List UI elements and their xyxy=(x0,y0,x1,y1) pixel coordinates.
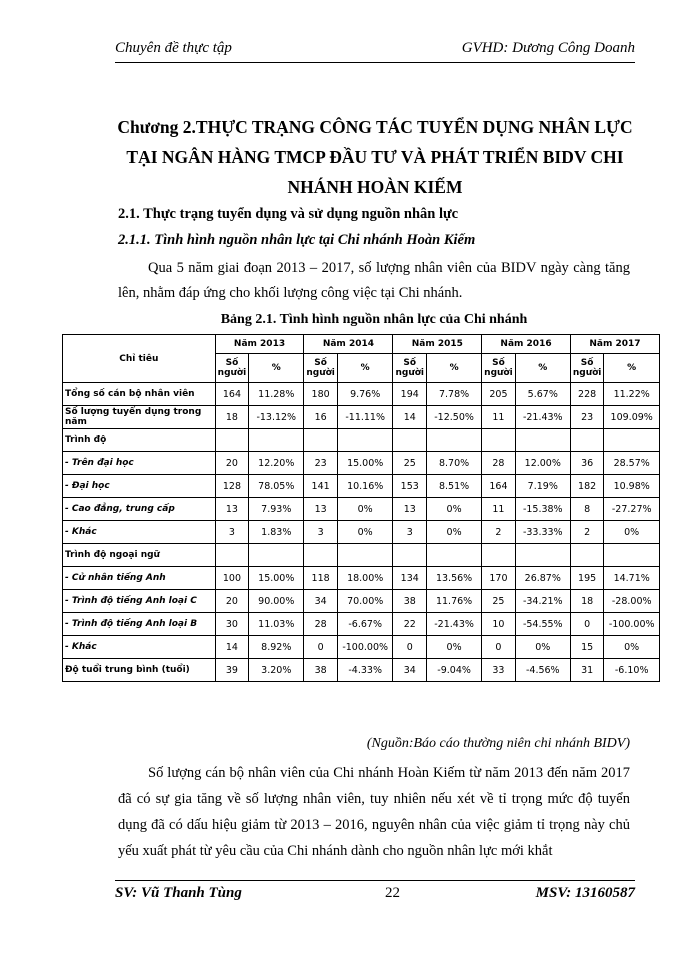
pct-cell: 0% xyxy=(515,636,570,659)
pct-cell: 8.70% xyxy=(427,452,482,475)
table-row xyxy=(63,475,660,498)
indicator-header: Chỉ tiêu xyxy=(63,335,216,383)
row-label: - Trên đại học xyxy=(63,452,216,475)
pct-cell: -9.04% xyxy=(427,659,482,682)
count-cell: 39 xyxy=(215,659,249,682)
pct-cell: 70.00% xyxy=(337,590,393,613)
row-label: - Trình độ tiếng Anh loại B xyxy=(63,613,216,636)
count-cell: 128 xyxy=(215,475,249,498)
row-label: - Trình độ tiếng Anh loại C xyxy=(63,590,216,613)
count-cell xyxy=(482,429,516,452)
pct-cell: 8.51% xyxy=(427,475,482,498)
count-cell: 153 xyxy=(393,475,427,498)
pct-cell: 0% xyxy=(427,498,482,521)
pct-cell: 3.20% xyxy=(249,659,304,682)
count-cell xyxy=(393,544,427,567)
count-cell xyxy=(304,544,338,567)
pct-cell: 11.22% xyxy=(604,383,660,406)
row-label: Tổng số cán bộ nhân viên xyxy=(63,383,216,406)
pct-cell: 28.57% xyxy=(604,452,660,475)
table-row xyxy=(63,452,660,475)
header-right-text: GVHD: Dương Công Doanh xyxy=(461,40,635,56)
count-cell xyxy=(215,544,249,567)
pct-cell: 109.09% xyxy=(604,406,660,429)
table-row xyxy=(63,544,660,567)
pct-cell: -21.43% xyxy=(427,613,482,636)
count-cell: 0 xyxy=(482,636,516,659)
count-cell: 38 xyxy=(393,590,427,613)
count-cell xyxy=(393,429,427,452)
count-cell: 164 xyxy=(215,383,249,406)
pct-cell: -15.38% xyxy=(515,498,570,521)
count-cell: 14 xyxy=(215,636,249,659)
year-header: Năm 2015 xyxy=(393,335,482,354)
count-cell: 31 xyxy=(570,659,604,682)
count-cell: 34 xyxy=(304,590,338,613)
count-cell: 28 xyxy=(482,452,516,475)
chapter-title: Chương 2.THỰC TRẠNG CÔNG TÁC TUYỂN DỤNG NHÂN LỰC TẠI NGÂN HÀNG TMCP ĐẦU TƯ VÀ PHÁT TRIỂN BIDV CHI NHÁNH HOÀN KIẾM xyxy=(117,117,633,197)
count-cell: 2 xyxy=(570,521,604,544)
pct-cell: -100.00% xyxy=(337,636,393,659)
table-row xyxy=(63,498,660,521)
pct-cell xyxy=(604,544,660,567)
pct-cell: -4.56% xyxy=(515,659,570,682)
count-cell: 0 xyxy=(570,613,604,636)
pct-cell: 12.00% xyxy=(515,452,570,475)
pct-cell xyxy=(337,544,393,567)
count-cell: 134 xyxy=(393,567,427,590)
pct-cell: 7.93% xyxy=(249,498,304,521)
pct-cell: -11.11% xyxy=(337,406,393,429)
row-label: - Cao đẳng, trung cấp xyxy=(63,498,216,521)
year-header: Năm 2017 xyxy=(570,335,659,354)
table-row xyxy=(63,567,660,590)
pct-cell: 7.19% xyxy=(515,475,570,498)
pct-cell: 10.98% xyxy=(604,475,660,498)
pct-cell: 7.78% xyxy=(427,383,482,406)
pct-cell: 78.05% xyxy=(249,475,304,498)
table-row xyxy=(63,383,660,406)
count-cell: 0 xyxy=(304,636,338,659)
count-cell: 20 xyxy=(215,590,249,613)
footer-student-name: SV: Vũ Thanh Tùng xyxy=(115,885,242,901)
count-cell: 182 xyxy=(570,475,604,498)
year-header: Năm 2013 xyxy=(215,335,304,354)
pct-cell: 9.76% xyxy=(337,383,393,406)
count-cell: 11 xyxy=(482,406,516,429)
year-header: Năm 2016 xyxy=(482,335,571,354)
count-cell: 141 xyxy=(304,475,338,498)
pct-header: % xyxy=(337,354,393,383)
pct-cell: -4.33% xyxy=(337,659,393,682)
pct-cell: 0% xyxy=(427,636,482,659)
subsection-heading: 2.1.1. Tình hình nguồn nhân lực tại Chi nhánh Hoàn Kiếm xyxy=(118,232,476,248)
pct-cell xyxy=(249,429,304,452)
pct-cell: -6.67% xyxy=(337,613,393,636)
row-label: - Khác xyxy=(63,521,216,544)
count-cell: 30 xyxy=(215,613,249,636)
count-cell: 164 xyxy=(482,475,516,498)
pct-cell: 8.92% xyxy=(249,636,304,659)
table-row xyxy=(63,590,660,613)
count-cell xyxy=(215,429,249,452)
row-label: - Khác xyxy=(63,636,216,659)
pct-cell: 0% xyxy=(337,521,393,544)
count-header: Số người xyxy=(304,354,338,383)
pct-cell xyxy=(515,544,570,567)
count-cell: 38 xyxy=(304,659,338,682)
pct-cell: -12.50% xyxy=(427,406,482,429)
pct-cell: 0% xyxy=(604,636,660,659)
count-cell: 205 xyxy=(482,383,516,406)
count-cell: 2 xyxy=(482,521,516,544)
pct-cell: 5.67% xyxy=(515,383,570,406)
pct-cell: -54.55% xyxy=(515,613,570,636)
row-label: Độ tuổi trung bình (tuổi) xyxy=(63,659,216,682)
pct-cell xyxy=(427,429,482,452)
staff-table xyxy=(62,334,660,682)
pct-cell: -100.00% xyxy=(604,613,660,636)
pct-cell: -34.21% xyxy=(515,590,570,613)
count-cell: 118 xyxy=(304,567,338,590)
row-label: - Đại học xyxy=(63,475,216,498)
pct-cell: 12.20% xyxy=(249,452,304,475)
page-number: 22 xyxy=(385,885,400,901)
count-cell: 25 xyxy=(482,590,516,613)
pct-cell: 90.00% xyxy=(249,590,304,613)
table-row xyxy=(63,521,660,544)
table-row xyxy=(63,406,660,429)
pct-cell: 18.00% xyxy=(337,567,393,590)
footer-student-id: MSV: 13160587 xyxy=(535,885,635,901)
count-cell xyxy=(570,429,604,452)
count-cell: 195 xyxy=(570,567,604,590)
header-left-text: Chuyên đề thực tập xyxy=(115,40,232,56)
table-row xyxy=(63,613,660,636)
pct-cell: 10.16% xyxy=(337,475,393,498)
pct-cell: 11.28% xyxy=(249,383,304,406)
count-cell: 180 xyxy=(304,383,338,406)
count-cell: 13 xyxy=(215,498,249,521)
pct-header: % xyxy=(515,354,570,383)
count-cell: 13 xyxy=(393,498,427,521)
pct-cell: -33.33% xyxy=(515,521,570,544)
count-header: Số người xyxy=(482,354,516,383)
pct-header: % xyxy=(249,354,304,383)
row-label: Trình độ xyxy=(63,429,216,452)
pct-cell: 11.76% xyxy=(427,590,482,613)
pct-cell: -13.12% xyxy=(249,406,304,429)
intro-paragraph: Qua 5 năm giai đoạn 2013 – 2017, số lượng nhân viên của BIDV ngày càng tăng lên, nhằm đáp ứng cho khối lượng công việc tại Chi nhánh. xyxy=(118,260,630,301)
count-cell: 100 xyxy=(215,567,249,590)
pct-cell xyxy=(515,429,570,452)
pct-cell: -28.00% xyxy=(604,590,660,613)
count-cell: 15 xyxy=(570,636,604,659)
count-cell xyxy=(570,544,604,567)
pct-cell xyxy=(249,544,304,567)
count-cell: 33 xyxy=(482,659,516,682)
count-cell: 22 xyxy=(393,613,427,636)
count-header: Số người xyxy=(215,354,249,383)
pct-cell: 14.71% xyxy=(604,567,660,590)
row-label: Trình độ ngoại ngữ xyxy=(63,544,216,567)
count-cell xyxy=(482,544,516,567)
count-cell: 18 xyxy=(570,590,604,613)
pct-cell: 11.03% xyxy=(249,613,304,636)
count-cell: 36 xyxy=(570,452,604,475)
pct-cell: 0% xyxy=(604,521,660,544)
count-cell: 8 xyxy=(570,498,604,521)
table-row xyxy=(63,429,660,452)
pct-cell: -21.43% xyxy=(515,406,570,429)
count-cell: 3 xyxy=(393,521,427,544)
pct-cell: 26.87% xyxy=(515,567,570,590)
count-cell: 0 xyxy=(393,636,427,659)
pct-cell: 0% xyxy=(337,498,393,521)
row-label: - Cử nhân tiếng Anh xyxy=(63,567,216,590)
table-body xyxy=(63,383,660,682)
count-cell: 16 xyxy=(304,406,338,429)
count-cell: 25 xyxy=(393,452,427,475)
pct-cell xyxy=(604,429,660,452)
pct-cell: 15.00% xyxy=(337,452,393,475)
count-header: Số người xyxy=(393,354,427,383)
pct-cell: 1.83% xyxy=(249,521,304,544)
count-cell: 28 xyxy=(304,613,338,636)
count-cell: 11 xyxy=(482,498,516,521)
source-note: (Nguồn:Báo cáo thường niên chi nhánh BIDV) xyxy=(366,736,630,751)
table-header-row-years xyxy=(63,335,660,354)
pct-cell xyxy=(427,544,482,567)
row-label: Số lượng tuyển dụng trong năm xyxy=(63,406,216,429)
table-row xyxy=(63,659,660,682)
pct-header: % xyxy=(427,354,482,383)
count-cell: 3 xyxy=(215,521,249,544)
count-cell: 13 xyxy=(304,498,338,521)
count-cell xyxy=(304,429,338,452)
pct-cell xyxy=(337,429,393,452)
count-cell: 18 xyxy=(215,406,249,429)
pct-header: % xyxy=(604,354,660,383)
count-cell: 23 xyxy=(304,452,338,475)
pct-cell: 13.56% xyxy=(427,567,482,590)
pct-cell: 15.00% xyxy=(249,567,304,590)
count-cell: 228 xyxy=(570,383,604,406)
count-cell: 23 xyxy=(570,406,604,429)
pct-cell: -27.27% xyxy=(604,498,660,521)
analysis-paragraph: Số lượng cán bộ nhân viên của Chi nhánh Hoàn Kiếm từ năm 2013 đến năm 2017 đã có sự gia tăng về số lượng nhân viên, tuy nhiên nếu xét về tỉ trọng mức độ tuyển dụng đã có dấu hiệu giảm từ 2013 – 2016, nguyên nhân của việc giảm tỉ trọng này chủ yếu xuất phát từ yêu cầu của Chi nhánh dành cho nguồn nhân lực mới khắt xyxy=(118,765,630,859)
year-header: Năm 2014 xyxy=(304,335,393,354)
count-cell: 34 xyxy=(393,659,427,682)
count-header: Số người xyxy=(570,354,604,383)
count-cell: 10 xyxy=(482,613,516,636)
count-cell: 14 xyxy=(393,406,427,429)
count-cell: 20 xyxy=(215,452,249,475)
page-footer xyxy=(115,880,635,905)
count-cell: 170 xyxy=(482,567,516,590)
table-caption: Bảng 2.1. Tình hình nguồn nhân lực của Chi nhánh xyxy=(220,312,528,327)
table-row xyxy=(63,636,660,659)
section-heading: 2.1. Thực trạng tuyển dụng và sử dụng nguồn nhân lực xyxy=(118,206,459,222)
pct-cell: -6.10% xyxy=(604,659,660,682)
pct-cell: 0% xyxy=(427,521,482,544)
page-header xyxy=(115,40,635,63)
count-cell: 3 xyxy=(304,521,338,544)
count-cell: 194 xyxy=(393,383,427,406)
